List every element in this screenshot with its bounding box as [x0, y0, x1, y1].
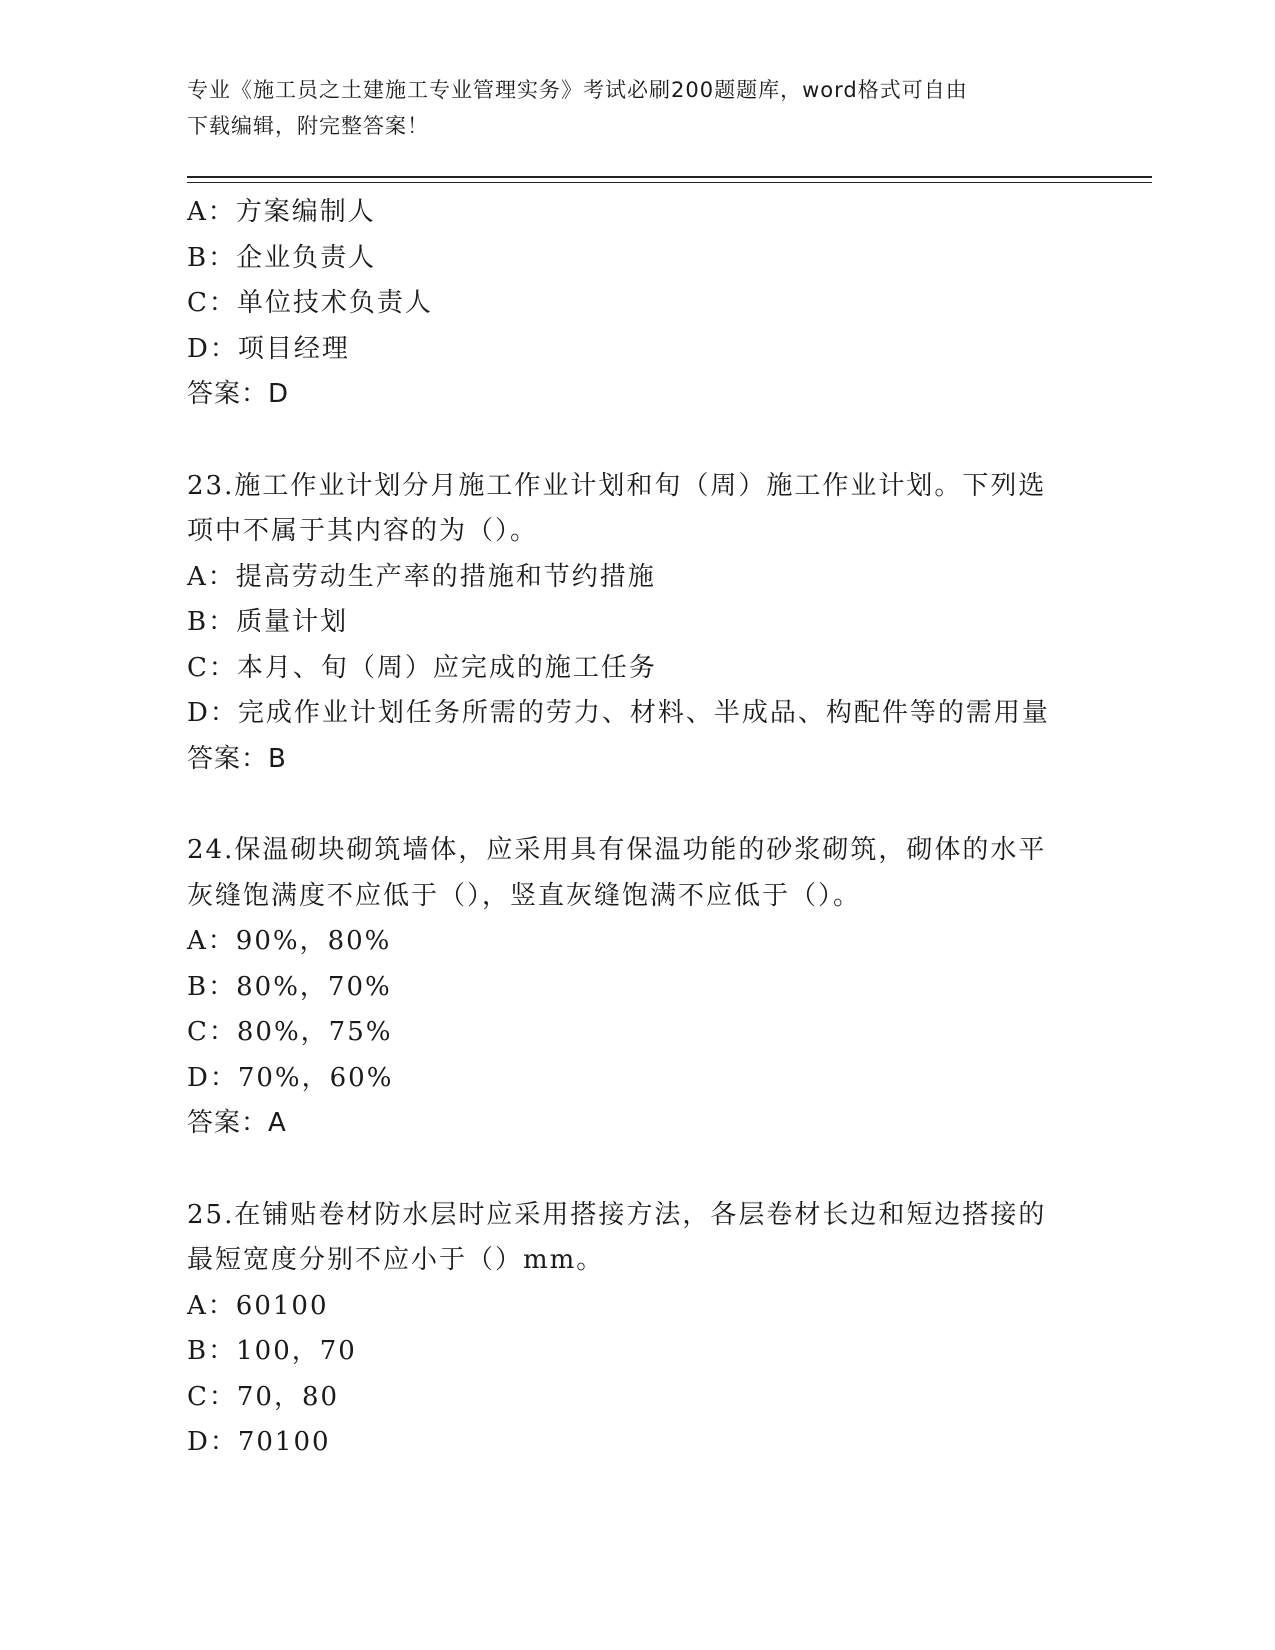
q25-stem-line-1: 25.在铺贴卷材防水层时应采用搭接方法，各层卷材长边和短边搭接的 [187, 1199, 1047, 1230]
q25-option-a: A：60100 [187, 1290, 329, 1321]
header-divider-thick [187, 176, 1152, 178]
header-line-2: 下载编辑，附完整答案！ [187, 114, 429, 138]
q22-option-d: D：项目经理 [187, 333, 350, 364]
q24-option-a: A：90%，80% [187, 926, 392, 956]
q24-option-c: C：80%，75% [187, 1017, 393, 1047]
q25-stem-line-2: 最短宽度分别不应小于（）mm。 [187, 1245, 605, 1275]
q23-option-a: A：提高劳动生产率的措施和节约措施 [187, 561, 656, 592]
q24-stem-line-2: 灰缝饱满度不应低于（），竖直灰缝饱满不应低于（）。 [187, 880, 862, 911]
question-24-block [187, 828, 1087, 1147]
q24-answer: 答案：A [187, 1108, 287, 1138]
question-25-block [187, 1193, 1087, 1466]
q22-option-a: A：方案编制人 [187, 197, 376, 227]
q23-option-c: C：本月、旬（周）应完成的施工任务 [187, 652, 657, 683]
q23-answer: 答案：B [187, 743, 287, 774]
header-line-1: 专业《施工员之土建施工专业管理实务》考试必刷200题题库，word格式可自由 [187, 78, 968, 102]
q22-option-c: C：单位技术负责人 [187, 288, 433, 318]
question-23-block [187, 464, 1087, 783]
q24-stem-line-1: 24.保温砌块砌筑墙体，应采用具有保温功能的砂浆砌筑，砌体的水平 [187, 835, 1047, 865]
q23-option-b: B：质量计划 [187, 607, 349, 637]
spacer [187, 418, 1087, 464]
spacer [187, 1147, 1087, 1193]
q23-stem-line-1: 23.施工作业计划分月施工作业计划和旬（周）施工作业计划。下列选 [187, 470, 1047, 501]
question-22-block [187, 190, 1087, 418]
q22-option-b: B：企业负责人 [187, 242, 377, 273]
q24-option-d: D：70%，60% [187, 1062, 394, 1093]
spacer [187, 782, 1087, 828]
q23-stem-line-2: 项中不属于其内容的为（）。 [187, 516, 539, 546]
q24-option-b: B：80%，70% [187, 971, 392, 1002]
header-divider-thin [187, 182, 1152, 183]
question-content [187, 190, 1087, 1466]
q25-option-b: B：100，70 [187, 1336, 357, 1366]
q25-option-c: C：70，80 [187, 1381, 340, 1412]
document-header [187, 72, 1087, 144]
q25-option-d: D：70100 [187, 1427, 331, 1457]
q23-option-d: D：完成作业计划任务所需的劳力、材料、半成品、构配件等的需用量 [187, 698, 1050, 728]
q22-answer: 答案：D [187, 379, 290, 409]
